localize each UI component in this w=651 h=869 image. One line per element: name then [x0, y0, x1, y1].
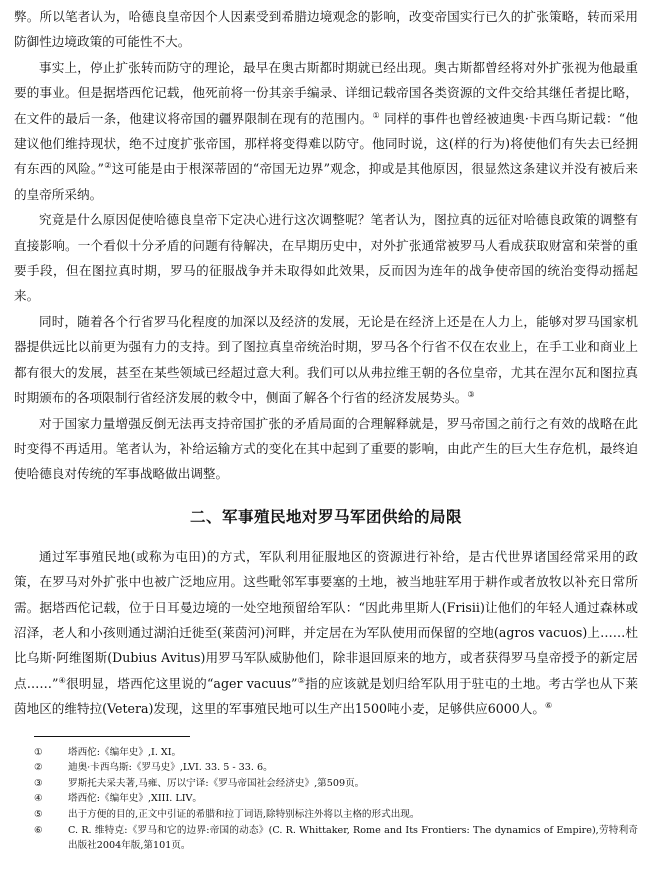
footnote-5 — [14, 807, 638, 823]
paragraph-6-text-b: 很明显，塔西佗这里说的“ager vacuus” — [66, 675, 298, 691]
footnote-ref-4[interactable]: ④ — [58, 675, 67, 685]
footnote-text: C. R. 维特克:《罗马和它的边界:帝国的动态》(C. R. Whittaker, Rome and Its Frontiers: The dynamics of Empire),劳特利奇出版社2004年版,第101页。 — [68, 824, 638, 852]
paragraph-3 — [14, 207, 638, 309]
paragraph-1-text: 弊。所以笔者认为，哈德良皇帝因个人因素受到希腊边境观念的影响，改变帝国实行已久的扩张策略，转而采用防御性边境政策的可能性不大。 — [14, 9, 638, 50]
section-heading: 二、军事殖民地对罗马军团供给的局限 — [189, 507, 462, 526]
footnote-number: ⑤ — [34, 808, 43, 820]
paragraph-5 — [14, 411, 638, 487]
paragraph-5-text: 对于国家力量增强反倒无法再支持帝国扩张的矛盾局面的合理解释就是，罗马帝国之前行之有效的战略在此时变得不再适用。笔者认为，补给运输方式的变化在其中起到了重要的影响，由此产生的巨大生存危机，最终迫使哈德良对传统的军事战略做出调整。 — [14, 415, 638, 482]
footnote-3 — [14, 776, 638, 792]
footnote-2 — [14, 760, 638, 776]
footnotes — [14, 745, 638, 854]
footnote-text: 罗斯托夫采夫著,马雍、厉以宁译:《罗马帝国社会经济史》,第509页。 — [68, 777, 365, 789]
footnote-ref-1[interactable]: ① — [372, 110, 380, 120]
footnote-text: 迪奥·卡西乌斯:《罗马史》,LVI. 33. 5 - 33. 6。 — [68, 762, 273, 774]
footnote-1 — [14, 745, 638, 761]
paragraph-2 — [14, 55, 638, 207]
footnote-number: ④ — [34, 793, 43, 805]
footnote-text: 出于方便的目的,正文中引证的希腊和拉丁词语,除特别标注外将以主格的形式出现。 — [68, 808, 420, 820]
footnote-ref-5[interactable]: ⑤ — [297, 675, 306, 685]
footnote-number: ③ — [34, 777, 43, 789]
footnote-text: 塔西佗:《编年史》,I. XI。 — [68, 746, 182, 758]
footnote-6 — [14, 823, 638, 854]
paragraph-3-text: 究竟是什么原因促使哈德良皇帝下定决心进行这次调整呢？笔者认为，图拉真的远征对哈德良政策的调整有直接影响。一个看似十分矛盾的问题有待解决，在早期历史中，对外扩张通常被罗马人看成获取财富和荣誉的重要手段，但在图拉真时期，罗马的征服战争并未取得如此效果，反而因为连年的战争使帝国的统治变得动摇起来。 — [14, 212, 638, 304]
footnote-number: ⑥ — [34, 824, 43, 836]
paragraph-6-text: 通过军事殖民地(或称为屯田)的方式，军队利用征服地区的资源进行补给，是古代世界诸国经常采用的政策，在罗马对外扩张中也被广泛地应用。这些毗邻军事要塞的土地，被当地驻军用于耕作或者放牧以补充日常所需。据塔西佗记载，位于日耳曼边境的一处空地预留给军队：“因此弗里斯人(Frisii)让他们的年轻人通过森林或沼泽，老人和小孩则通过湖泊迁徙至(莱茵河)河畔，并定居在为军队使用而保留的空地(agros vacuos)上……杜比乌斯·阿维图斯(Dubius Avitus)用罗马军队威胁他们，除非退回原来的地方，或者获得罗马皇帝授予的新定居点……” — [14, 548, 638, 691]
paragraph-6 — [14, 544, 638, 722]
paragraph-1 — [14, 4, 638, 55]
paragraph-2-text-b: 同样的事件也曾经被迪奥·卡西乌斯记载：“他建议他们维持现状，绝不过度扩张帝国，那样将变得难以防守。他同时说，这(样的行为)将使他们有失去已经拥有东西的风险。” — [14, 110, 639, 177]
paragraph-4 — [14, 309, 638, 411]
paragraph-4-text: 同时，随着各个行省罗马化程度的加深以及经济的发展，无论是在经济上还是在人力上，能够对罗马国家机器提供远比以前更为强有力的支持。到了图拉真皇帝统治时期，罗马各个行省不仅在农业上，在手工业和商业上都有很大的发展，甚至在某些领域已经超过意大利。我们可以从弗拉维王朝的各位皇帝，尤其在涅尔瓦和图拉真时期颁布的各项限制行省经济发展的敕令中，侧面了解各个行省的经济发展势头。 — [14, 313, 638, 406]
footnote-text: 塔西佗:《编年史》,XIII. LIV。 — [68, 793, 203, 805]
paragraph-2-text: 事实上，停止扩张转而防守的理论，最早在奥古斯都时期就已经出现。奥古斯都曾经将对外扩张视为他最重要的事业。但是据塔西佗记载，他死前将一份其亲手编录、详细记载帝国各类资源的文件交给其继任者提比略，在文件的最后一条，他建议将帝国的疆界限制在现有的范围内。 — [14, 59, 638, 126]
footnote-ref-6[interactable]: ⑥ — [544, 700, 553, 710]
paragraph-2-text-c: 这可能是由于根深蒂固的“帝国无边界”观念，抑或是其他原因，很显然这条建议并没有被后来的皇帝所采纳。 — [14, 161, 639, 202]
footnote-divider — [34, 736, 190, 737]
footnote-4 — [14, 791, 638, 807]
document-page — [14, 4, 638, 854]
footnote-ref-2[interactable]: ② — [103, 161, 112, 171]
paragraph-6-text-c: 指的应该就是划归给军队用于驻屯的土地。考古学也从下莱茵地区的维特拉(Vetera)发现，这里的军事殖民地可以生产出1500吨小麦，足够供应6000人。 — [14, 675, 638, 717]
footnote-number: ① — [34, 746, 43, 758]
footnote-ref-3[interactable]: ③ — [467, 389, 475, 399]
footnote-number: ② — [34, 762, 43, 774]
